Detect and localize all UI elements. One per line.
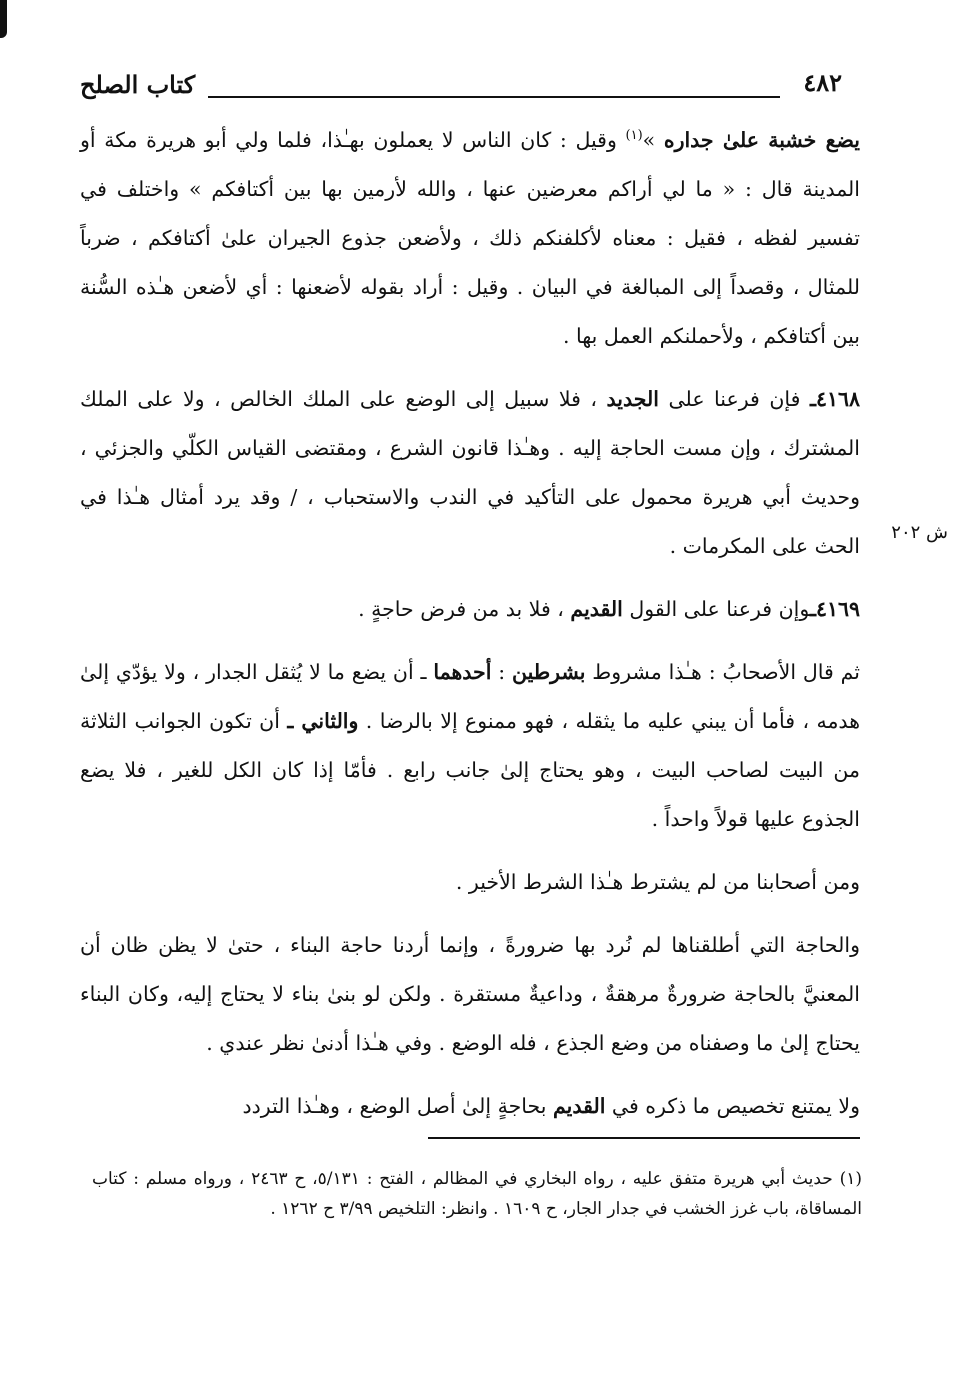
text-run: ـ أن يضع ما لا يُثقل الجدار ، ولا يؤدّي إلىٰ هدمه ، فأما أن يبني عليه ما يثقله ، فهو ممنوع إلا بالرضا . xyxy=(80,660,861,733)
footnote xyxy=(92,1164,862,1224)
page-header xyxy=(80,68,880,108)
main-text xyxy=(80,116,860,1145)
bold-term: أحدهما xyxy=(433,660,492,684)
text-run: ولا يمتنع تخصيص ما ذكره في xyxy=(605,1094,860,1118)
text-run: أن تكون الجوانب الثلاثة من البيت لصاحب البيت ، وهو يحتاج إلىٰ جانب رابع . فأمّا إذا كان الكل للغير ، فلا يضع الجذوع عليها قولاً واحداً . xyxy=(80,709,860,831)
page-number: ٤٨٢ xyxy=(803,68,842,97)
paragraph xyxy=(80,858,860,907)
header-rule xyxy=(208,96,780,98)
bold-term: القديم xyxy=(552,1094,606,1118)
bold-term: الجديد xyxy=(606,387,659,411)
footnote-marker: (١) xyxy=(839,1169,862,1189)
text-run: بحاجةٍ إلىٰ أصل الوضع ، وهـٰذا التردد xyxy=(242,1094,553,1118)
text-run: والحاجة التي أطلقناها لم نُرد بها ضرورةً ، وإنما أردنا حاجة البناء ، حتىٰ لا يظن ظان أن المعنيَّ بالحاجة ضرورةٌ مرهقةٌ ، وداعيةٌ مستقرة . ولكن لو بنىٰ بناء لا يحتاج إليه، وكان البناء يحتاج إلىٰ ما وصفناه من وضع الجذع ، فله الوضع . وفي هـٰذا أدنىٰ نظر عندي . xyxy=(80,933,860,1055)
text-run: » xyxy=(642,128,664,152)
bold-term: ٤١٦٩ـ xyxy=(809,597,860,621)
paragraph xyxy=(80,375,860,571)
footnotes xyxy=(92,1164,862,1224)
footnote-reference: (١) xyxy=(625,128,643,144)
text-run: ، فلا سبيل إلى الوضع على الملك الخالص ، ولا على الملك المشترك ، وإن مست الحاجة إليه . وهـٰذا قانون الشرع ، ومقتضى القياس الكلّي والجزئي ، وحديث أبي هريرة محمول على التأكيد في الندب والاستحباب ، / وقد يرد أمثال هـٰذا في الحث على المكرمات . xyxy=(80,387,860,558)
text-run: ومن أصحابنا من لم يشترط هـٰذا الشرط الأخير . xyxy=(455,870,860,894)
paragraph xyxy=(80,116,860,361)
margin-folio-note: ش ٢٠٢ xyxy=(891,522,948,543)
book-title: كتاب الصلح xyxy=(80,70,196,99)
paragraph xyxy=(80,1082,860,1131)
paragraph xyxy=(80,921,860,1068)
bold-term: ٤١٦٨ـ xyxy=(809,387,861,411)
text-run: فإن فرعنا على xyxy=(658,387,810,411)
text-run: وقيل : كان الناس لا يعملون بهـٰذا، فلما ولي أبو هريرة مكة أو المدينة قال : « ما لي أراكم معرضين عنها ، والله لأرمين بها بين أكتافكم » واختلف في تفسير لفظه ، فقيل : معناه لأكلفنكم ذلك ، ولأضعن جذوع الجيران علىٰ أكتافكم ، ضرباً للمثال ، وقصداً إلى المبالغة في البيان . وقيل : أراد بقوله لأضعنها : أي لأضعن هـٰذه السُّنة بين أكتافكم ، ولأحملنكم العمل بها . xyxy=(80,128,860,348)
text-run: ، فلا بد من فرض حاجةٍ . xyxy=(358,597,571,621)
bold-term: بشرطين xyxy=(512,660,586,684)
text-run: : xyxy=(491,660,513,684)
footnote-rule xyxy=(428,1137,860,1139)
bold-term: يضع خشبة علىٰ جداره xyxy=(663,128,860,152)
paragraph xyxy=(80,585,860,634)
text-run: وإن فرعنا على القول xyxy=(622,597,810,621)
text-run: ثم قال الأصحابُ : هـٰذا مشروط xyxy=(585,660,860,684)
bold-term: القديم xyxy=(570,597,623,621)
scan-corner-mark xyxy=(0,0,7,38)
footnote-text: حديث أبي هريرة متفق عليه ، رواه البخاري في المظالم ، الفتح : ٥/١٣١، ح ٢٤٦٣ ، ورواه مسلم : كتاب المساقاة، باب غرز الخشب في جدار الجار، ح ١٦٠٩ . وانظر: التلخيص ٣/٩٩ ح ١٢٦٢ . xyxy=(92,1169,862,1219)
bold-term: والثاني ـ xyxy=(287,709,359,733)
paragraph xyxy=(80,648,860,844)
